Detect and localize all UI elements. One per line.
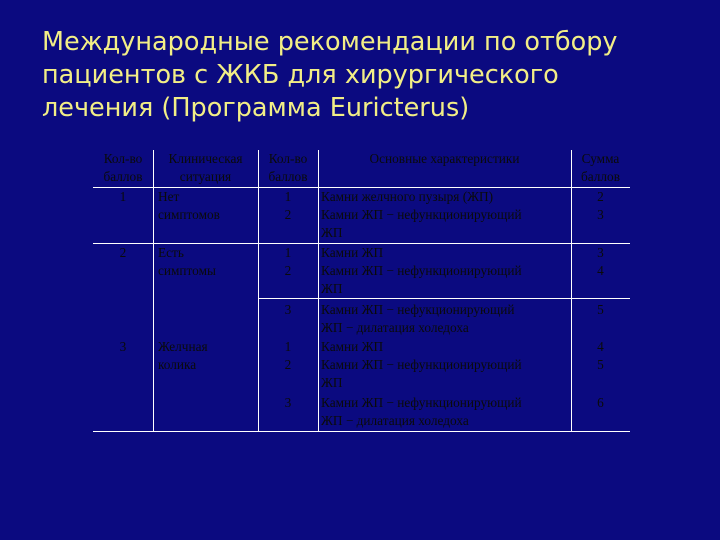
row-score: 3: [284, 302, 292, 317]
row-characteristics: Камни ЖП − нефукционирующий ЖП − дилатация холедоха: [321, 302, 515, 335]
row-score: 2: [284, 357, 292, 372]
row-total: 5: [597, 357, 604, 372]
title-line-3: лечения (Программа Euricterus): [42, 93, 470, 123]
title-line-2: пациентов с ЖКБ для хирургического: [42, 60, 559, 90]
header-score-2: Кол-во баллов: [268, 151, 308, 184]
row-total: 6: [597, 395, 604, 410]
title-line-1: Международные рекомендации по отбору: [42, 27, 618, 57]
row-score: 1: [284, 339, 292, 354]
row-total: 4: [597, 339, 604, 354]
row-score: 2: [284, 263, 292, 278]
header-characteristics: Основные характеристики: [369, 151, 520, 166]
row-characteristics: Камни ЖП: [321, 339, 384, 354]
group-score: 1: [119, 189, 127, 204]
group-situation: Желчная колика: [158, 339, 208, 372]
row-characteristics: Камни желчного пузыря (ЖП): [321, 189, 494, 204]
row-characteristics: Камни ЖП − нефункционирующий ЖП: [321, 357, 522, 390]
group-situation: Нет симптомов: [158, 189, 220, 222]
row-total: 3: [597, 245, 604, 260]
header-score-1: Кол-во баллов: [103, 151, 143, 184]
header-situation: Клиническая ситуация: [168, 151, 243, 184]
group-score: 2: [119, 245, 127, 260]
row-score: 2: [284, 207, 292, 222]
row-total: 5: [597, 302, 604, 317]
group-score: 3: [119, 339, 127, 354]
row-characteristics: Камни ЖП − нефункционирующий ЖП − дилатация холедоха: [321, 395, 522, 428]
row-score: 1: [284, 245, 292, 260]
row-characteristics: Камни ЖП − нефункционирующий ЖП: [321, 263, 522, 296]
selection-table: [93, 150, 630, 432]
group-situation: Есть симптомы: [158, 245, 216, 278]
row-score: 1: [284, 189, 292, 204]
row-characteristics: Камни ЖП − нефункционирующий ЖП: [321, 207, 522, 240]
row-characteristics: Камни ЖП: [321, 245, 384, 260]
row-total: 3: [597, 207, 604, 222]
slide-title: [42, 26, 702, 125]
column-divider: [153, 150, 154, 432]
column-divider: [318, 150, 319, 432]
row-total: 4: [597, 263, 604, 278]
row-total: 2: [597, 189, 604, 204]
row-score: 3: [284, 395, 292, 410]
row-rule: [258, 298, 630, 299]
header-total: Сумма баллов: [581, 151, 620, 184]
table-bottom-rule: [93, 431, 630, 432]
